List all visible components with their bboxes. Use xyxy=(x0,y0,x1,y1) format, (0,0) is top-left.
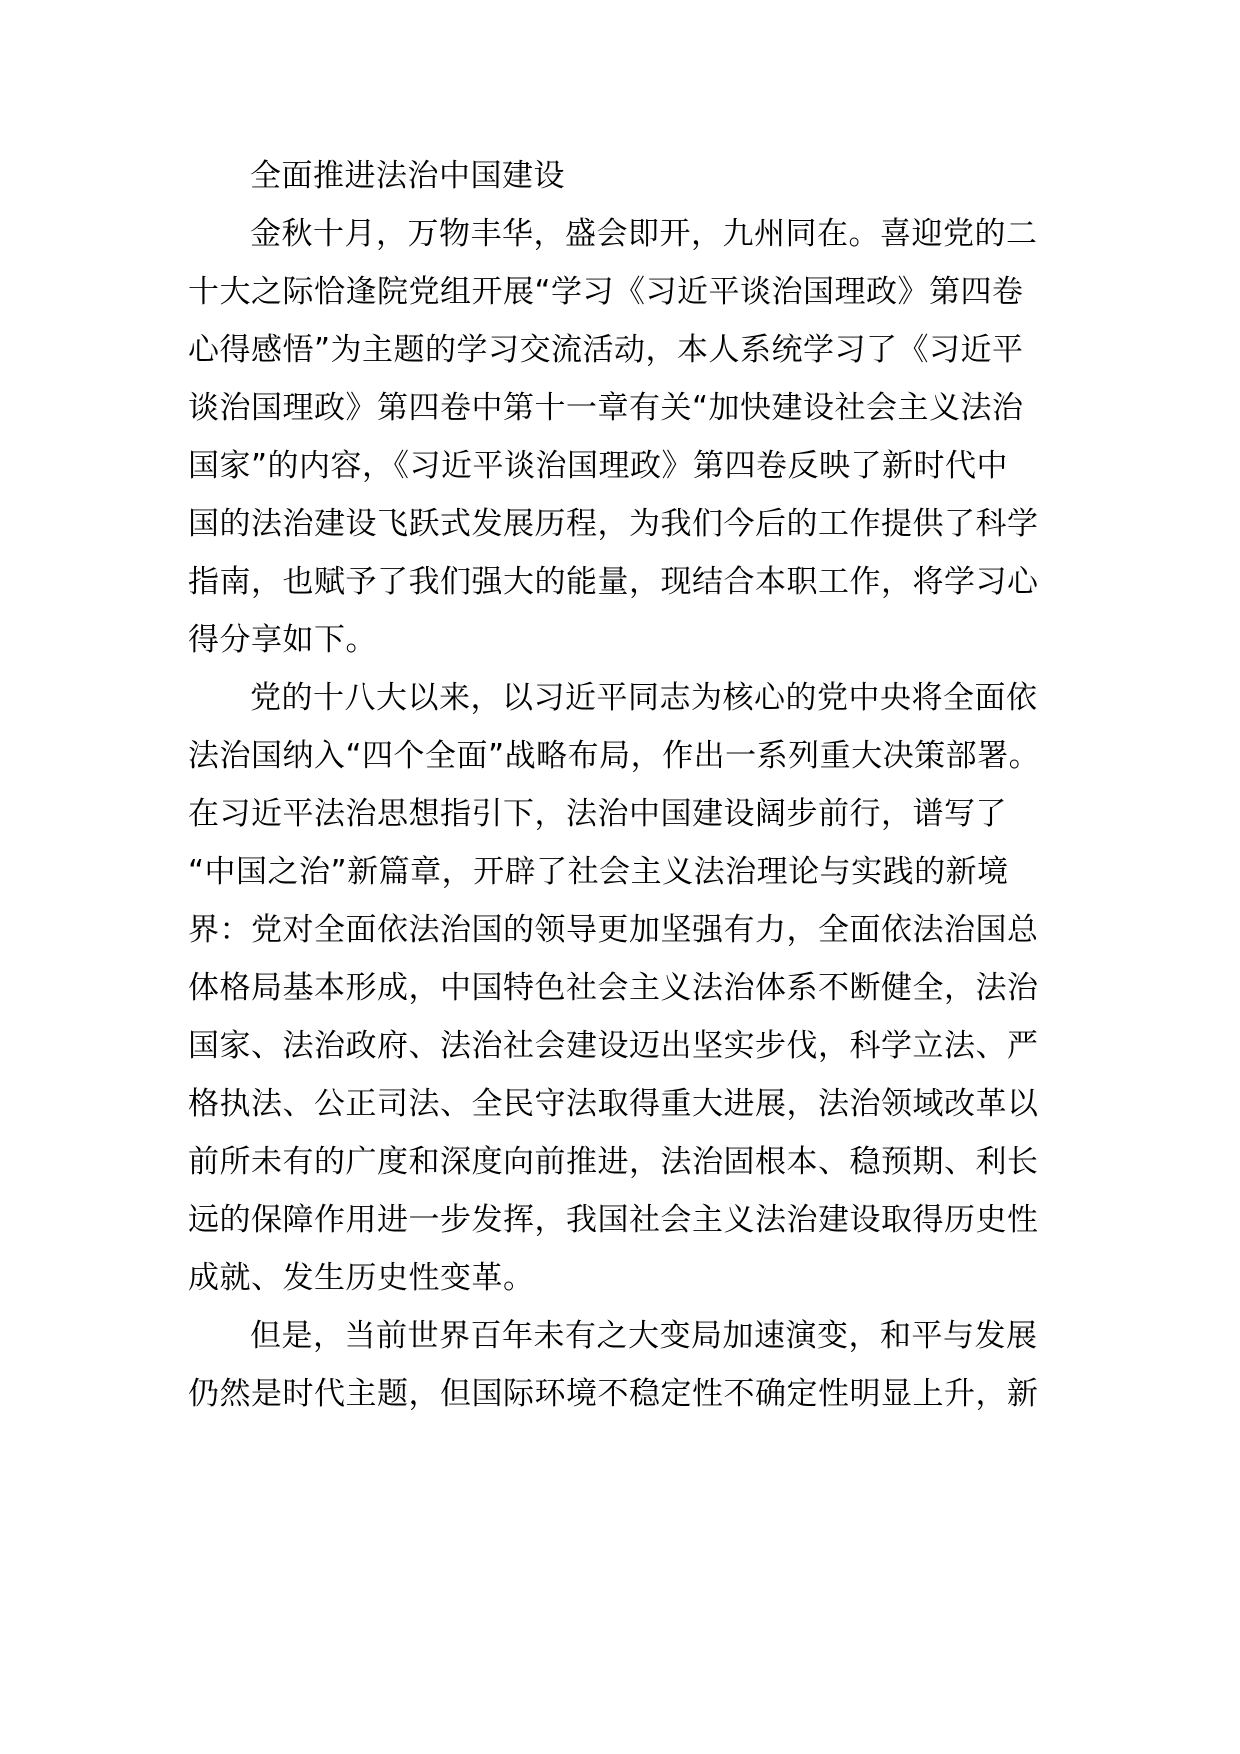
paragraph-1-line-2: 十大之际恰逢院党组开展“学习《习近平谈治国理政》第四卷 xyxy=(188,274,1024,310)
paragraph-2-line-2: 法治国纳入“四个全面”战略布局，作出一系列重大决策部署。 xyxy=(188,738,1041,774)
paragraph-2-line-3: 在习近平法治思想指引下，法治中国建设阔步前行，谱写了 xyxy=(188,796,1007,832)
paragraph-2-line-6: 体格局基本形成，中国特色社会主义法治体系不断健全，法治 xyxy=(188,970,1039,1006)
paragraph-2-line-5: 界：党对全面依法治国的领导更加坚强有力，全面依法治国总 xyxy=(188,912,1039,948)
paragraph-1-line-6: 国的法治建设飞跃式发展历程，为我们今后的工作提供了科学 xyxy=(188,506,1039,542)
paragraph-3-line-1: 但是，当前世界百年未有之大变局加速演变，和平与发展 xyxy=(250,1318,1038,1354)
paragraph-2-line-4: “中国之治”新篇章，开辟了社会主义法治理论与实践的新境 xyxy=(188,854,1009,890)
paragraph-1-line-7: 指南，也赋予了我们强大的能量，现结合本职工作，将学习心 xyxy=(188,564,1039,600)
paragraph-2-line-8: 格执法、公正司法、全民守法取得重大进展，法治领域改革以 xyxy=(188,1086,1039,1122)
paragraph-2-line-11: 成就、发生历史性变革。 xyxy=(188,1260,535,1296)
paragraph-2-line-9: 前所未有的广度和深度向前推进，法治固根本、稳预期、利长 xyxy=(188,1144,1039,1180)
paragraph-1-line-5: 国家”的内容，《习近平谈治国理政》第四卷反映了新时代中 xyxy=(188,448,1009,484)
paragraph-3-line-2: 仍然是时代主题，但国际环境不稳定性不确定性明显上升，新 xyxy=(188,1376,1039,1412)
paragraph-1-line-8: 得分享如下。 xyxy=(188,622,377,658)
paragraph-1-line-4: 谈治国理政》第四卷中第十一章有关“加快建设社会主义法治 xyxy=(188,390,1024,426)
paragraph-2-line-10: 远的保障作用进一步发挥，我国社会主义法治建设取得历史性 xyxy=(188,1202,1039,1238)
paragraph-2-line-1: 党的十八大以来，以习近平同志为核心的党中央将全面依 xyxy=(250,680,1038,716)
paragraph-2-line-7: 国家、法治政府、法治社会建设迈出坚实步伐，科学立法、严 xyxy=(188,1028,1039,1064)
document-title: 全面推进法治中国建设 xyxy=(250,158,565,194)
paragraph-1-line-3: 心得感悟”为主题的学习交流活动，本人系统学习了《习近平 xyxy=(188,332,1024,368)
paragraph-1-line-1: 金秋十月，万物丰华，盛会即开，九州同在。喜迎党的二 xyxy=(250,216,1038,252)
